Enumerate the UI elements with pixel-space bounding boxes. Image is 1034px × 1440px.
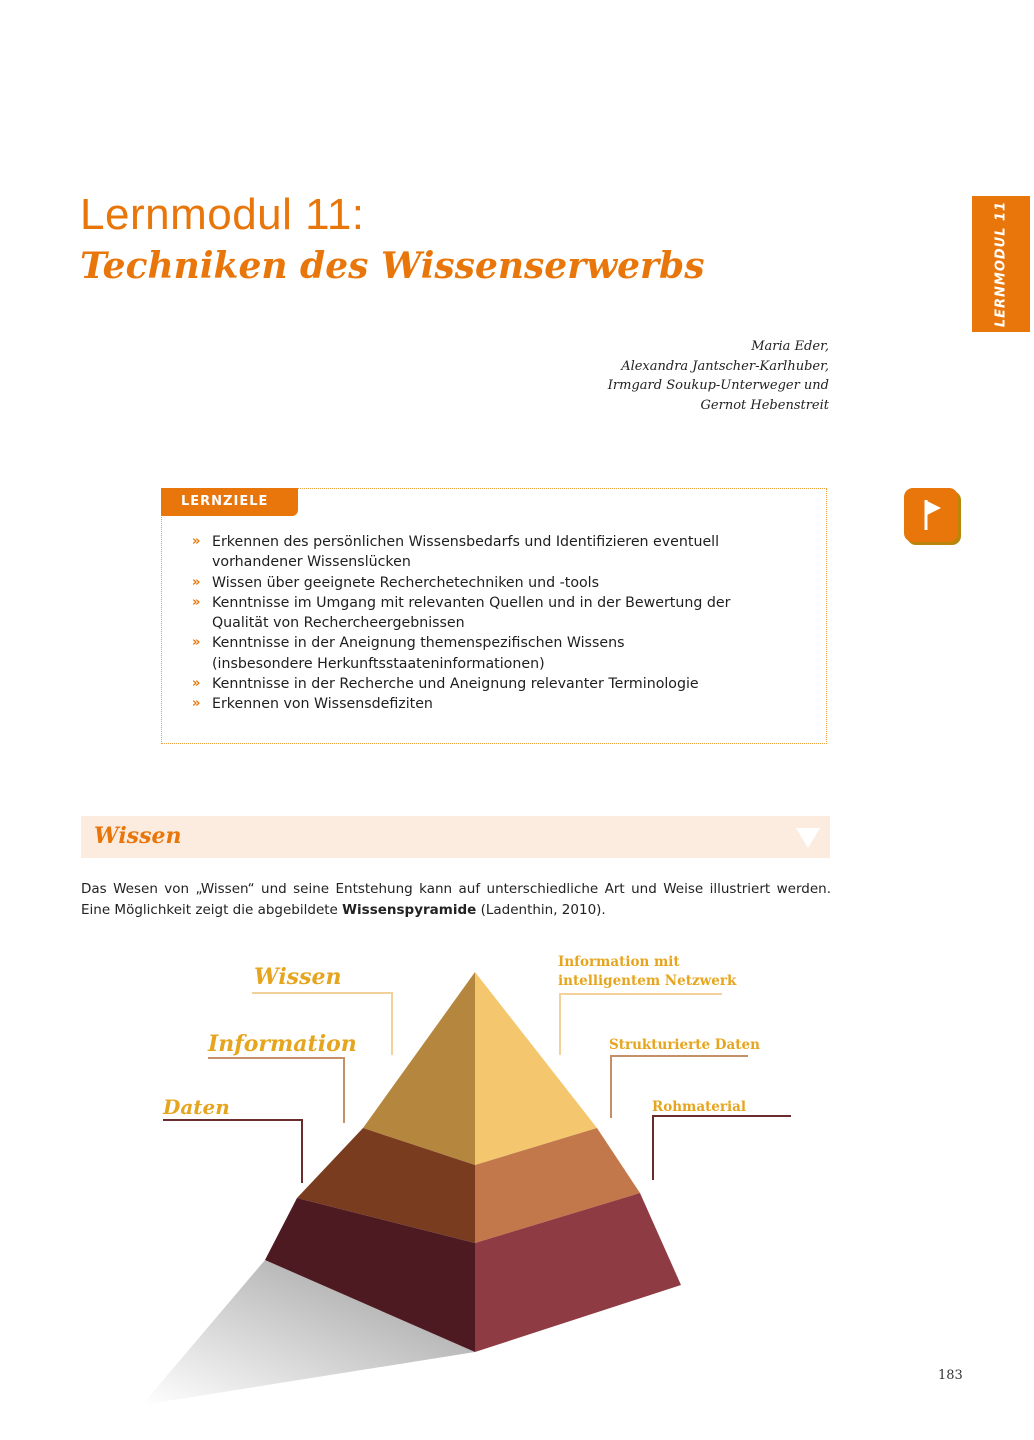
- knowledge-pyramid: [0, 940, 1034, 1420]
- chevron-bullet-icon: »: [192, 594, 201, 610]
- author-line: Gernot Hebenstreit: [700, 397, 829, 413]
- label-rohmaterial: Rohmaterial: [652, 1099, 747, 1115]
- triangle-down-icon[interactable]: [796, 828, 820, 848]
- page-title: Techniken des Wissenserwerbs: [80, 245, 705, 287]
- chevron-bullet-icon: »: [192, 635, 201, 651]
- label-information: Information: [208, 1031, 357, 1057]
- side-tab-label: LERNMODUL 11: [993, 200, 1009, 328]
- label-intelligentem-netzwerk: intelligentem Netzwerk: [558, 973, 737, 989]
- list-item: » Wissen über geeignete Recherchetechniken und -tools: [192, 573, 792, 593]
- flag-icon: [904, 488, 958, 542]
- label-wissen: Wissen: [254, 964, 342, 990]
- author-line: Irmgard Soukup-Unterweger und: [607, 378, 829, 393]
- chevron-bullet-icon: »: [192, 574, 201, 590]
- section-title: Wissen: [94, 823, 182, 849]
- learning-goals-list: [192, 532, 792, 715]
- label-information-mit: Information mit: [558, 954, 680, 970]
- list-item: » Erkennen von Wissensdefiziten: [192, 694, 792, 714]
- connector-daten: [163, 1120, 302, 1183]
- title-line1: Lernmodul 11:: [80, 190, 365, 239]
- chapter-side-tab: [972, 196, 1030, 332]
- connector-rohmaterial: [653, 1116, 791, 1180]
- chevron-bullet-icon: »: [192, 534, 201, 549]
- authors: [608, 337, 829, 415]
- intro-paragraph: Das Wesen von „Wissen“ und seine Entstehung kann auf unterschiedliche Art und Weise illustriert werden. Eine Möglichkeit zeigt die abgebildete Wissenspyramide (Ladenthin, 2010).: [81, 881, 831, 918]
- bold-term: Wissenspyramide: [342, 902, 477, 918]
- author-line: Maria Eder,: [751, 339, 829, 354]
- author-line: Alexandra Jantscher-Karlhuber,: [621, 358, 829, 374]
- label-daten: Daten: [163, 1095, 230, 1119]
- page-number: 183: [938, 1368, 963, 1383]
- list-item: » Kenntnisse im Umgang mit relevanten Quellen und in der Bewertung der Qualität von Rechercheergebnissen: [192, 594, 731, 632]
- list-item: » Kenntnisse in der Aneignung themenspezifischen Wissens (insbesondere Herkunftsstaateninformationen): [192, 635, 625, 672]
- chevron-bullet-icon: »: [192, 676, 201, 692]
- section-header-bar[interactable]: [81, 816, 830, 858]
- list-item: » Erkennen des persönlichen Wissensbedarfs und Identifizieren eventuell vorhandener Wissenslücken: [192, 534, 720, 571]
- list-item: » Kenntnisse in der Recherche und Aneignung relevanter Terminologie: [192, 674, 792, 694]
- chevron-bullet-icon: »: [192, 696, 201, 712]
- learning-goals-tag: LERNZIELE: [161, 488, 298, 516]
- label-strukturierte-daten: Strukturierte Daten: [609, 1037, 760, 1053]
